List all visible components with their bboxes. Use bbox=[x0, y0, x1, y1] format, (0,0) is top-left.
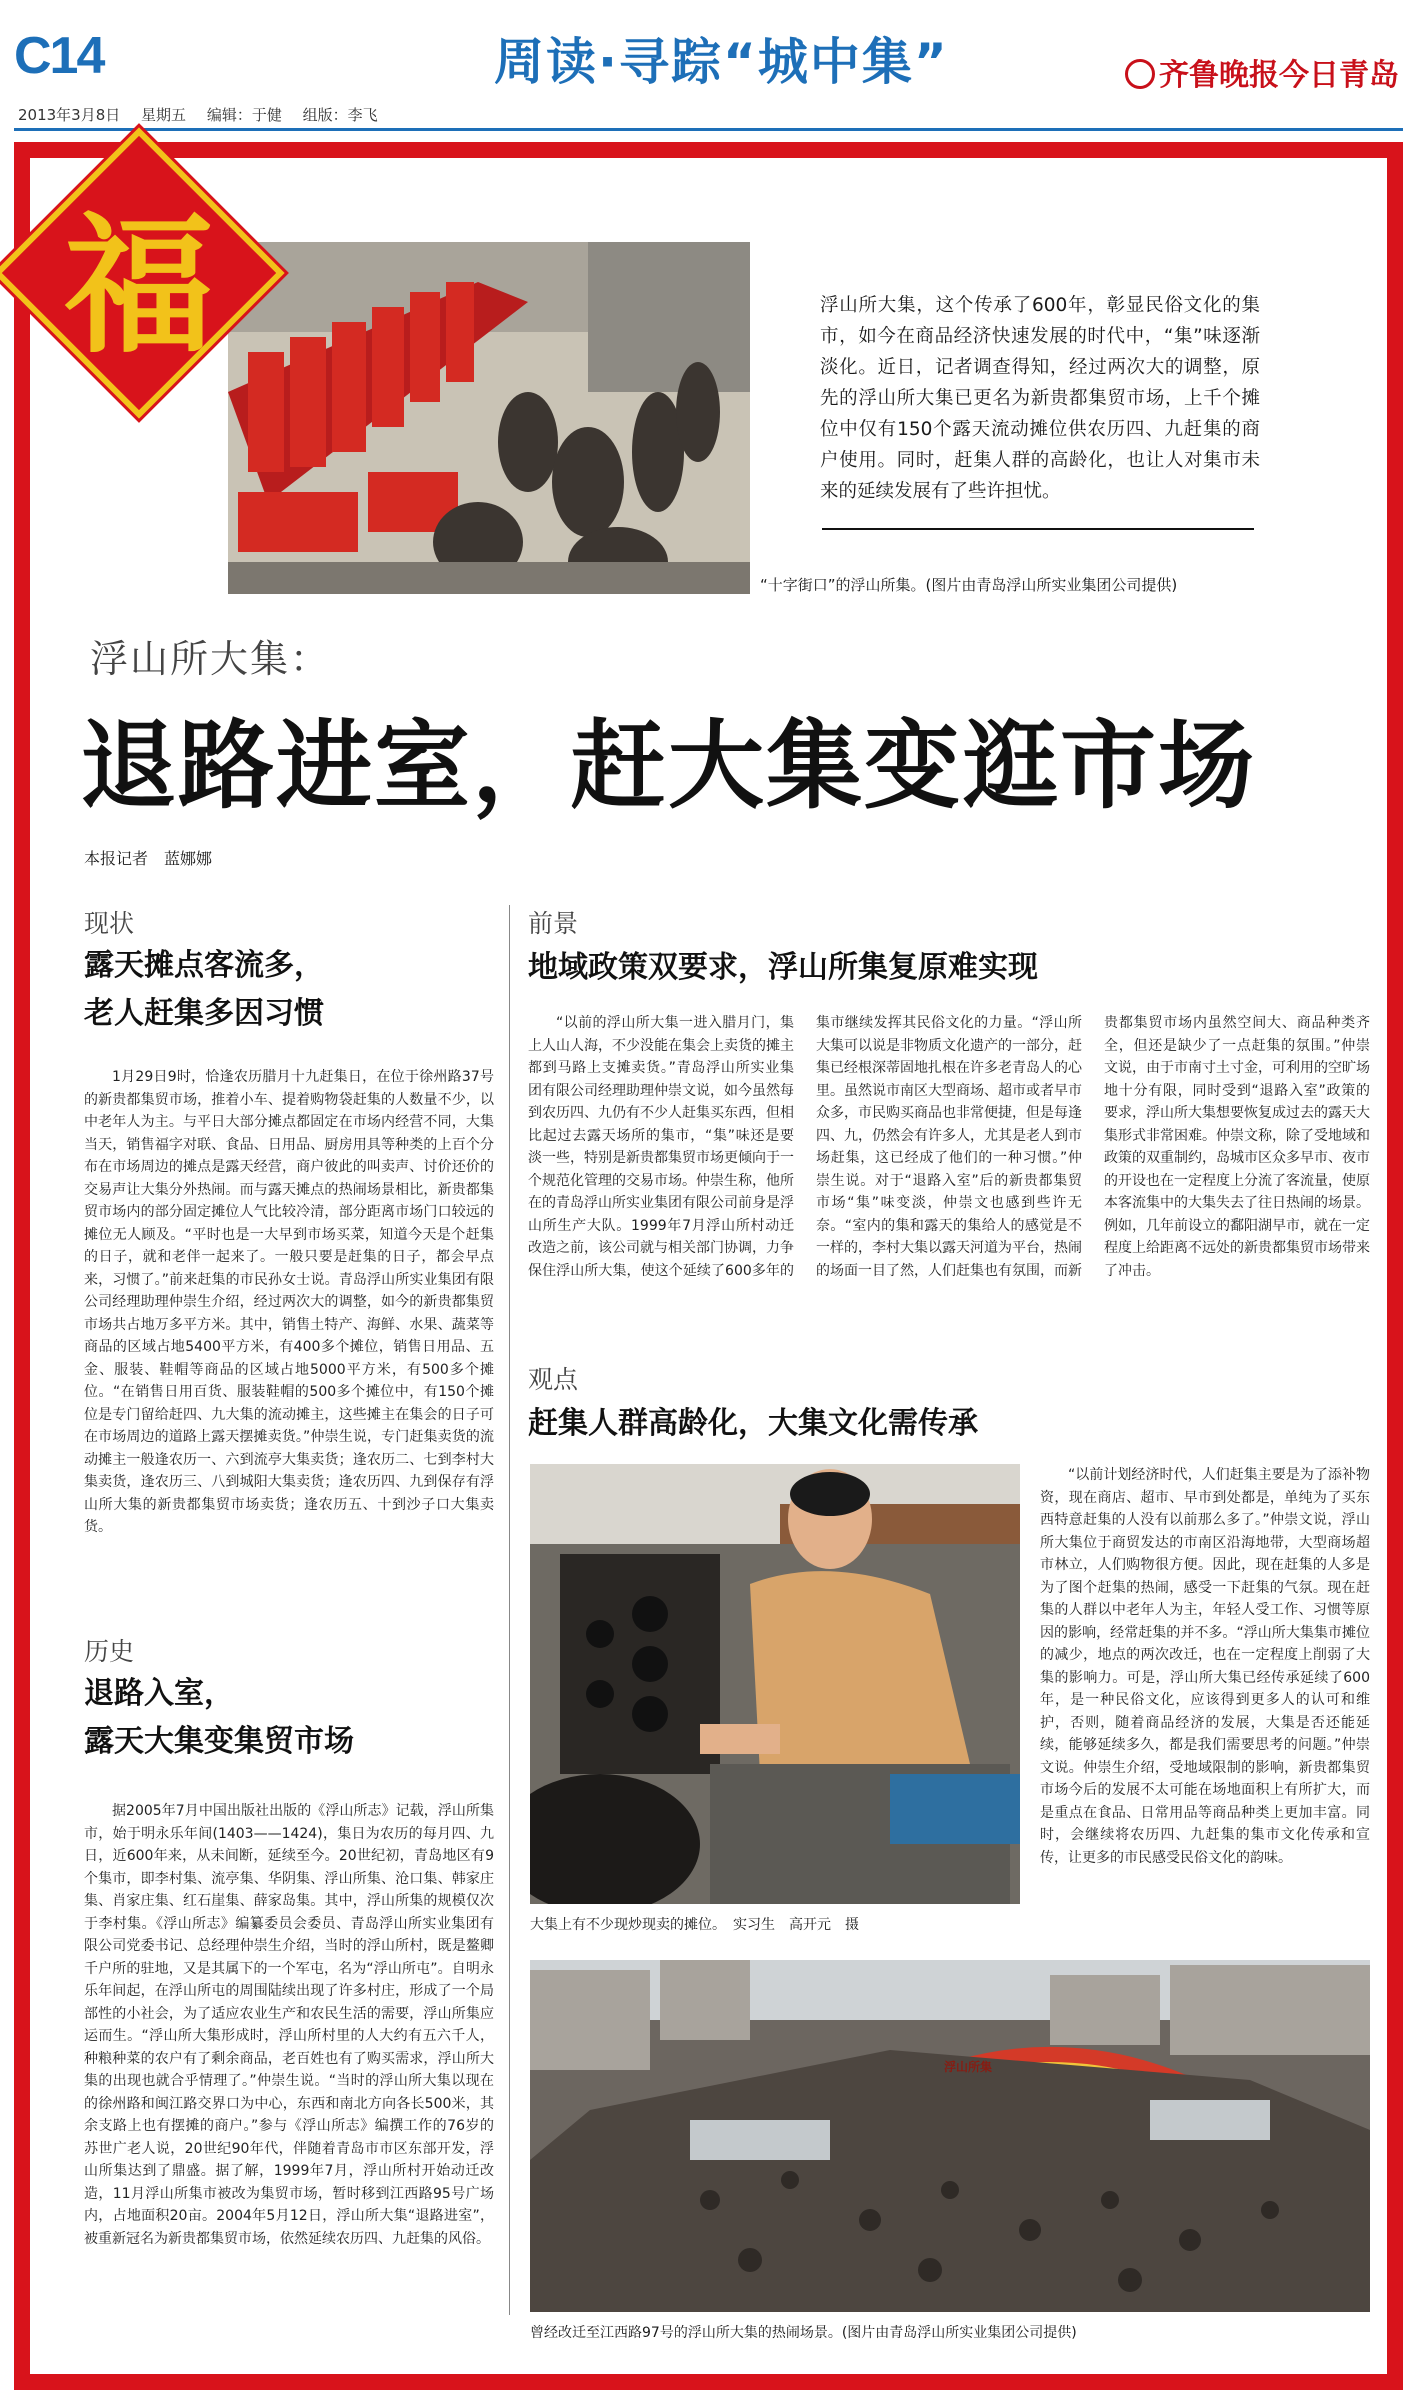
article-body-outlook bbox=[528, 1012, 1370, 1344]
top-photo-caption: “十字街口”的浮山所集。(图片由青岛浮山所实业集团公司提供) bbox=[760, 576, 1178, 594]
intro-rule bbox=[822, 528, 1254, 530]
column-title: 周读·寻踪“城中集” bbox=[494, 33, 949, 91]
article-body-history bbox=[84, 1800, 494, 2356]
top-photo-couplet-market bbox=[228, 242, 750, 594]
section-subhead-history-2: 露天大集变集贸市场 bbox=[84, 1724, 354, 1759]
brand-name: 齐鲁晚报今日青岛 bbox=[1159, 58, 1399, 93]
section-subhead-viewpoint: 赶集人群高龄化，大集文化需传承 bbox=[528, 1406, 978, 1441]
byline: 本报记者 蓝娜娜 bbox=[84, 849, 213, 868]
masthead-rule bbox=[14, 128, 1403, 131]
section-label-outlook: 前景 bbox=[528, 909, 579, 938]
intro-summary: 浮山所大集，这个传承了600年，彰显民俗文化的集市，如今在商品经济快速发展的时代中，“集”味逐渐淡化。近日，记者调查得知，经过两次大的调整，原先的浮山所大集已更名为新贵都集贸市场，上千个摊位中仅有150个露天流动摊位供农历四、九赶集的商户使用。同时，赶集人群的高龄化，也让人对集市未来的延续发展有了些许担忧。 bbox=[820, 295, 1260, 502]
crowd-market-image bbox=[530, 1960, 1370, 2312]
vendor-photo-caption: 大集上有不少现炒现卖的摊位。 实习生 高开元 摄 bbox=[530, 1917, 859, 1933]
article-body-viewpoint bbox=[1040, 1464, 1370, 1938]
section-label-history: 历史 bbox=[84, 1637, 135, 1666]
issue-date: 2013年3月8日 bbox=[18, 106, 121, 124]
crowd-photo-caption: 曾经改迁至江西路97号的浮山所大集的热闹场景。(图片由青岛浮山所实业集团公司提供) bbox=[530, 2325, 1077, 2341]
fu-badge-character: 福 bbox=[63, 198, 214, 374]
market-arch-banner: 浮山所集 bbox=[944, 2060, 993, 2074]
article-body-current bbox=[84, 1066, 494, 1586]
body-text: 1月29日9时，恰逢农历腊月十九赶集日，在位于徐州路37号的新贵都集贸市场，推着小车、提着购物袋赶集的人数量不少，以中老年人为主。与平日大部分摊点都固定在市场内经营不同，大集当天，销售福字对联、食品、日用品、厨房用具等种类的上百个分布在市场周边的摊点是露天经营，商户彼此的叫卖声、讨价还价的交易声让大集分外热闹。而与露天摊点的热闹场景相比，新贵都集贸市场内的部分固定摊位人气比较冷清，部分距离市场门口较远的摊位无人顾及。“平时也是一大早到市场买菜，知道今天是个赶集的日子，就和老伴一起来了。一般只要是赶集的日子，都会早点来，习惯了。”前来赶集的市民孙女士说。青岛浮山所实业集团有限公司经理助理仲崇生介绍，经过两次大的调整，如今的新贵都集贸市场共占地万多平方米。其中，销售土特产、海鲜、水果、蔬菜等商品的区域占地5400平方米，有400多个摊位，销售日用品、五金、服装、鞋帽等商品的区域占地5000平方米，有500多个摊位。“在销售日用百货、服装鞋帽的500多个摊位中，有150个摊位是专门留给赶四、九大集的流动摊主，这些摊主在集会的日子可在市场周边的道路上露天摆摊卖货。”仲崇生说，专门赶集卖货的流动摊主一般逢农历一、六到流亭大集卖货；逢农历二、七到李村大集卖货，逢农历三、八到城阳大集卖货；逢农历四、九到保存有浮山所大集的新贵都集贸市场卖货；逢农历五、十到沙子口大集卖货。 bbox=[84, 1069, 494, 1535]
section-label-current: 现状 bbox=[84, 909, 135, 938]
section-label-viewpoint: 观点 bbox=[528, 1365, 579, 1394]
headline-kicker: 浮山所大集： bbox=[90, 637, 331, 681]
body-text: “以前计划经济时代，人们赶集主要是为了添补物资，现在商店、超市、早市到处都是，单纯为了买东西特意赶集的人没有以前那么多了。”仲崇文说，浮山所大集位于商贸发达的市南区沿海地带，大型商场超市林立，人们购物很方便。因此，现在赶集的人多是为了图个赶集的热闹，感受一下赶集的气氛。现在赶集的人群以中老年人为主，年轻人受工作、习惯等原因的影响，经常赶集的并不多。“浮山所大集集市摊位的减少，地点的两次改迁，也在一定程度上削弱了大集的影响力。可是，浮山所大集已经传承延续了600年，是一种民俗文化，应该得到更多人的认可和维护，否则，随着商品经济的发展，大集是否还能延续，能够延续多久，都是我们需要思考的问题。”仲崇文说。仲崇生介绍，受地域限制的影响，新贵都集贸市场今后的发展不太可能在场地面积上有所扩大，而是重点在食品、日常用品等商品种类上更加丰富。同时，会继续将农历四、九赶集的集市文化传承和宣传，让更多的市民感受民俗文化的韵味。 bbox=[1040, 1467, 1370, 1866]
body-text: “以前的浮山所大集一进入腊月门，集上人山人海，不少没能在集会上卖货的摊主都到马路上支摊卖货。”青岛浮山所实业集团有限公司经理助理仲崇文说，如今虽然每到农历四、九仍有不少人赶集买东西，但相比起过去露天场所的集市，“集”味还是要淡一些，特别是新贵都集贸市场更倾向于一个规范化管理的交易市场。仲崇生称，他所在的青岛浮山所实业集团有限公司前身是浮山所生产大队。1999年7月浮山所村动迁改造之前，该公司就与相关部门协调，力争保住浮山所大集，使这个延续了600多年的集市继续发挥其民俗文化的力量。“浮山所大集可以说是非物质文化遗产的一部分，赶集已经根深蒂固地扎根在许多老青岛人的心里。虽然说市南区大型商场、超市或者早市众多，市民购买商品也非常便捷，但是每逢四、九，仍然会有许多人，尤其是老人到市场赶集，这已经成了他们的一种习惯。”仲崇生说。对于“退路入室”后的新贵都集贸市场“集”味变淡，仲崇文也感到些许无奈。“室内的集和露天的集给人的感觉是不一样的，李村大集以露天河道为平台，热闹的场面一目了然，人们赶集也有氛围，而新贵都集贸市场内虽然空间大、商品种类齐全，但还是缺少了一点赶集的氛围。”仲崇文说，由于市南寸土寸金，可利用的空旷场地十分有限，同时受到“退路入室”政策的要求，浮山所大集想要恢复成过去的露天大集形式非常困难。仲崇文称，除了受地域和政策的双重制约，岛城市区众多早市、夜市的开设也在一定程度上分流了客流量，使原本客流集中的大集失去了往日热闹的场景。例如，几年前设立的鄱阳湖早市，就在一定程度上给距离不远处的新贵都集贸市场带来了冲击。 bbox=[528, 1015, 1370, 1279]
vendor-roasting-photo bbox=[530, 1464, 1020, 1904]
couplet-market-image bbox=[228, 242, 750, 594]
brand-logo-icon bbox=[1125, 59, 1155, 89]
layout-credit: 组版：李飞 bbox=[302, 106, 378, 124]
section-subhead-current-1: 露天摊点客流多， bbox=[84, 948, 324, 983]
dateline bbox=[18, 104, 394, 125]
newspaper-brand bbox=[1125, 50, 1399, 94]
vendor-image bbox=[530, 1464, 1020, 1904]
column-divider bbox=[509, 905, 510, 2315]
section-subhead-outlook: 地域政策双要求，浮山所集复原难实现 bbox=[528, 950, 1038, 985]
section-subhead-current-2: 老人赶集多因习惯 bbox=[84, 996, 324, 1031]
crowd-market-photo bbox=[530, 1960, 1370, 2312]
page-number: C14 bbox=[14, 27, 104, 85]
body-text: 据2005年7月中国出版社出版的《浮山所志》记载，浮山所集市，始于明永乐年间(1403——1424)，集日为农历的每月四、九日，近600年来，从未间断，延续至今。20世纪初，青岛地区有9个集市，即李村集、流亭集、华阴集、浮山所集、沧口集、韩家庄集、肖家庄集、红石崖集、薛家岛集。其中，浮山所集的规模仅次于李村集。《浮山所志》编纂委员会委员、青岛浮山所实业集团有限公司党委书记、总经理仲崇生介绍，当时的浮山所村，既是鳌卿千户所的驻地，又是其属下的一个军屯，名为“浮山所屯”。自明永乐年间起，在浮山所屯的周围陆续出现了许多村庄，形成了一个局部性的小社会，为了适应农业生产和农民生活的需要，浮山所集应运而生。“浮山所大集形成时，浮山所村里的人大约有五六千人，种粮种菜的农户有了剩余商品，老百姓也有了购买需求，浮山所大集的出现也就合乎情理了。”仲崇生说。“当时的浮山所大集以现在的徐州路和闽江路交界口为中心，东西和南北方向各长500米，其余支路上也有摆摊的商户。”参与《浮山所志》编撰工作的76岁的苏世广老人说，20世纪90年代，伴随着青岛市市区东部开发，浮山所集达到了鼎盛。据了解，1999年7月，浮山所村开始动迁改造，11月浮山所集市被改为集贸市场，暂时移到江西路95号广场内，占地面积20亩。2004年5月12日，浮山所大集“退路进室”，被重新冠名为新贵都集贸市场，依然延续农历四、九赶集的风俗。 bbox=[84, 1803, 494, 2247]
main-headline: 退路进室，赶大集变逛市场 bbox=[80, 710, 1256, 822]
section-subhead-history-1: 退路入室， bbox=[84, 1676, 234, 1711]
editor-credit: 编辑：于健 bbox=[206, 106, 282, 124]
issue-weekday: 星期五 bbox=[141, 106, 187, 124]
